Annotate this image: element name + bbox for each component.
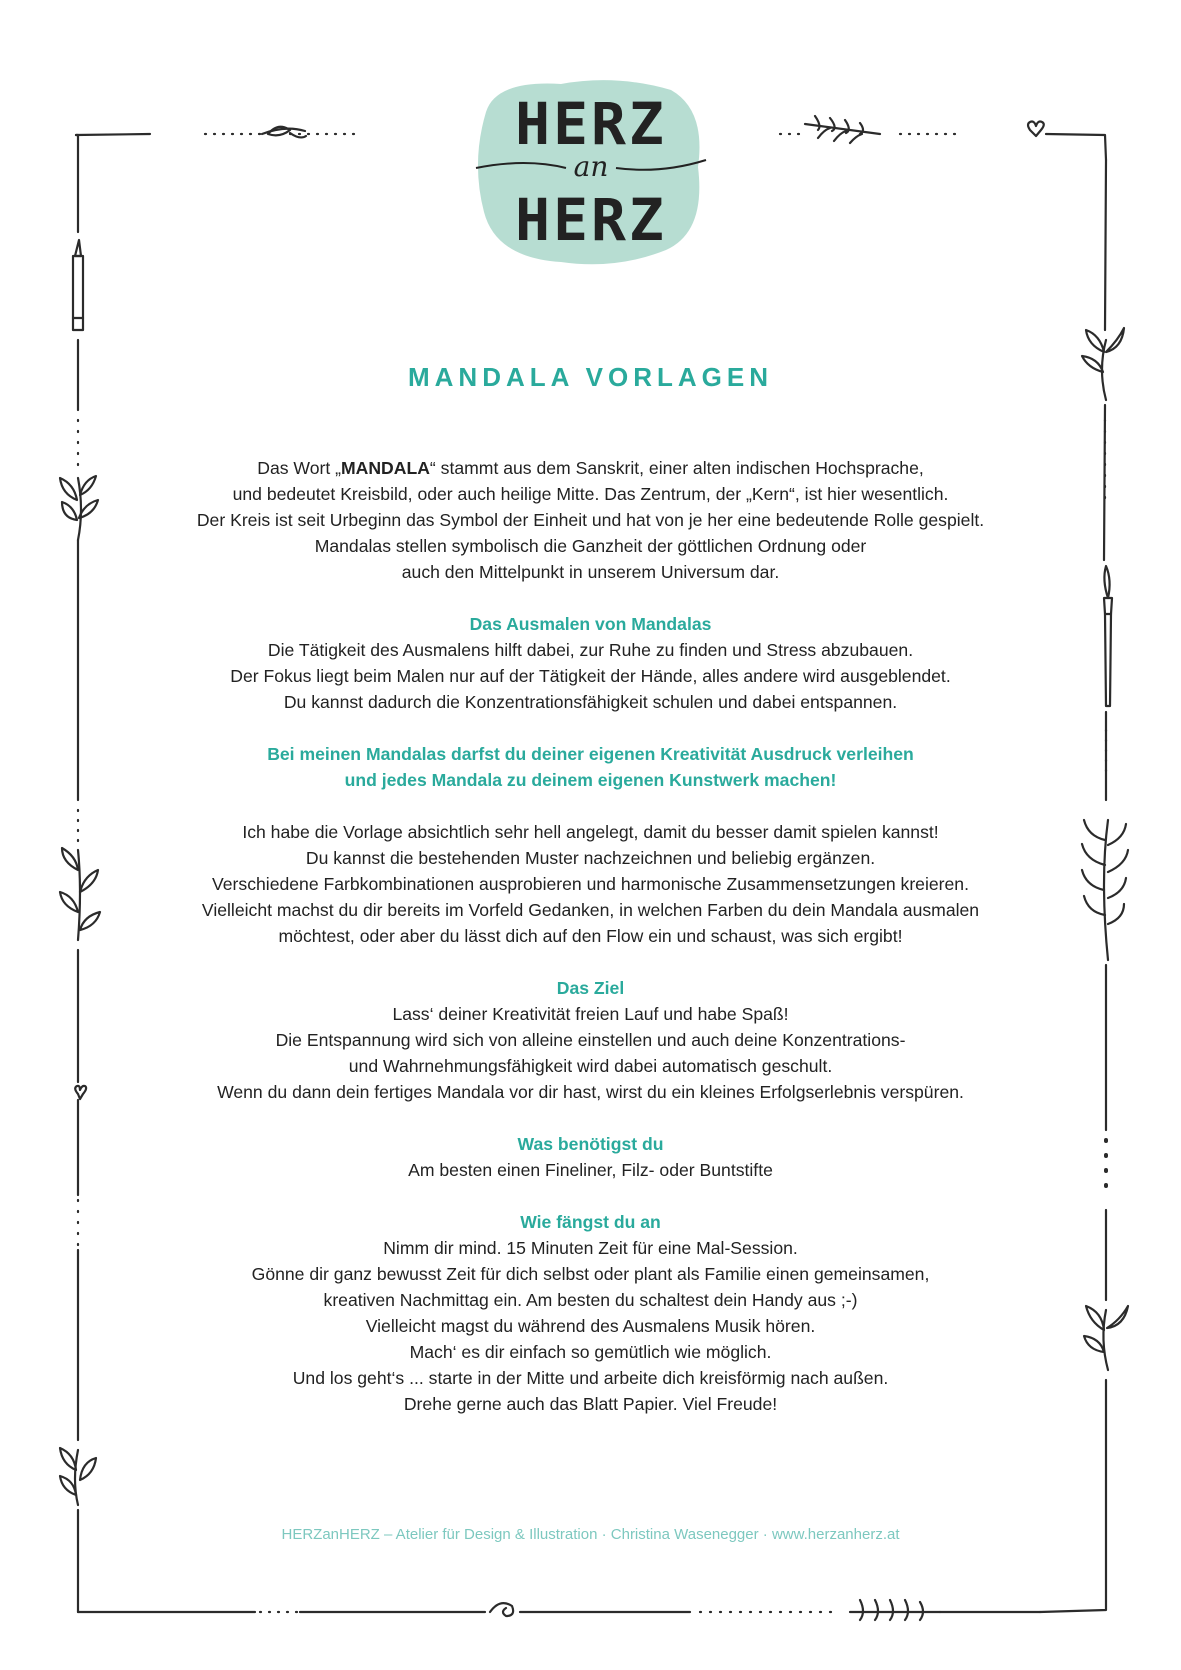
bottom-branch-icon xyxy=(850,1600,940,1620)
right-branch-icon xyxy=(1082,820,1128,960)
body-line: Und los geht‘s ... starte in der Mitte und arbeite dich kreisförmig nach außen. xyxy=(292,1368,889,1388)
body-line: Am besten einen Fineliner, Filz- oder Buntstifte xyxy=(408,1160,773,1180)
body-line: Mach‘ es dir einfach so gemütlich wie möglich. xyxy=(409,1342,772,1362)
mandala-keyword: MANDALA xyxy=(340,458,430,478)
branch-icon xyxy=(805,116,880,143)
body-line: Gönne dir ganz bewusst Zeit für dich selbst oder plant als Familie einen gemeinsamen, xyxy=(251,1264,930,1284)
left-branch-icon xyxy=(60,848,100,940)
section-heading-ziel: Das Ziel xyxy=(556,978,625,998)
intro-line-1: Das Wort „MANDALA“ stammt aus dem Sanskrit, einer alten indischen Hochsprache, xyxy=(257,458,924,478)
left-sprig-icon xyxy=(60,476,98,540)
sprig-icon xyxy=(268,127,306,138)
paintbrush-icon xyxy=(1104,566,1112,706)
frame-top-left-line xyxy=(76,134,150,135)
logo-line-2: HERZ xyxy=(515,186,667,254)
left-heart-icon xyxy=(75,1086,86,1099)
left-bottom-sprig-icon xyxy=(60,1448,96,1505)
intro-line: Der Kreis ist seit Urbeginn das Symbol der Einheit und hat von je her eine bedeutende Rolle gespielt. xyxy=(196,510,985,530)
footer-credits: HERZanHERZ – Atelier für Design & Illustration · Christina Wasenegger · www.herzanherz.at xyxy=(281,1526,900,1543)
right-bottom-sprig-icon xyxy=(1084,1306,1128,1370)
section-benoetigst-body xyxy=(160,1157,1021,1183)
section-heading-benoetigst: Was benötigst du xyxy=(517,1134,664,1154)
body-line: kreativen Nachmittag ein. Am besten du schaltest dein Handy aus ;-) xyxy=(323,1290,858,1310)
highlight-statement xyxy=(160,741,1021,793)
section-vorlage-body xyxy=(160,819,1021,949)
body-line: möchtest, oder aber du lässt dich auf den Flow ein und schaust, was sich ergibt! xyxy=(278,926,903,946)
logo-line-1: HERZ xyxy=(515,90,667,158)
page-title: MANDALA VORLAGEN xyxy=(407,362,774,392)
section-ziel-body xyxy=(160,1001,1021,1105)
intro-line: und bedeutet Kreisbild, oder auch heilige Mitte. Das Zentrum, der „Kern“, ist hier wesentlich. xyxy=(232,484,949,504)
highlight-line: und jedes Mandala zu deinem eigenen Kunstwerk machen! xyxy=(344,770,837,790)
section-heading-anfangen: Wie fängst du an xyxy=(520,1212,661,1232)
body-line: Ich habe die Vorlage absichtlich sehr hell angelegt, damit du besser damit spielen kannst! xyxy=(242,822,939,842)
intro-line: Mandalas stellen symbolisch die Ganzheit der göttlichen Ordnung oder xyxy=(314,536,867,556)
body-line: Wenn du dann dein fertiges Mandala vor dir hast, wirst du ein kleines Erfolgserlebnis verspüren. xyxy=(217,1082,964,1102)
main-content xyxy=(160,455,1021,1417)
herz-an-herz-logo xyxy=(466,72,716,272)
body-line: Die Tätigkeit des Ausmalens hilft dabei, zur Ruhe zu finden und Stress abzubauen. xyxy=(267,640,914,660)
swirl-icon xyxy=(490,1603,513,1616)
body-line: Lass‘ deiner Kreativität freien Lauf und habe Spaß! xyxy=(392,1004,789,1024)
body-line: Der Fokus liegt beim Malen nur auf der Tätigkeit der Hände, alles andere wird ausgeblendet. xyxy=(230,666,951,686)
section-anfangen-body xyxy=(160,1235,1021,1417)
body-line: Drehe gerne auch das Blatt Papier. Viel Freude! xyxy=(403,1394,778,1414)
body-line: und Wahrnehmungsfähigkeit wird dabei automatisch geschult. xyxy=(348,1056,833,1076)
section-heading-ausmalen: Das Ausmalen von Mandalas xyxy=(469,614,712,634)
logo-middle: an xyxy=(573,150,609,183)
body-line: Die Entspannung wird sich von alleine einstellen und auch deine Konzentrations- xyxy=(275,1030,906,1050)
body-line: Du kannst die bestehenden Muster nachzeichnen und beliebig ergänzen. xyxy=(305,848,876,868)
body-line: Du kannst dadurch die Konzentrationsfähigkeit schulen und dabei entspannen. xyxy=(283,692,898,712)
pencil-icon xyxy=(73,240,83,330)
intro-line: auch den Mittelpunkt in unserem Universum dar. xyxy=(401,562,780,582)
body-line: Vielleicht magst du während des Ausmalens Musik hören. xyxy=(365,1316,816,1336)
section-ausmalen-body xyxy=(160,637,1021,715)
highlight-line: Bei meinen Mandalas darfst du deiner eigenen Kreativität Ausdruck verleihen xyxy=(267,744,914,764)
body-line: Vielleicht machst du dir bereits im Vorfeld Gedanken, in welchen Farben du dein Mandala ausmalen xyxy=(201,900,980,920)
body-line: Verschiedene Farbkombinationen ausprobieren und harmonische Zusammensetzungen kreieren. xyxy=(212,874,969,894)
intro-paragraph xyxy=(160,455,1021,585)
heart-icon xyxy=(1028,122,1044,137)
body-line: Nimm dir mind. 15 Minuten Zeit für eine Mal-Session. xyxy=(383,1238,798,1258)
